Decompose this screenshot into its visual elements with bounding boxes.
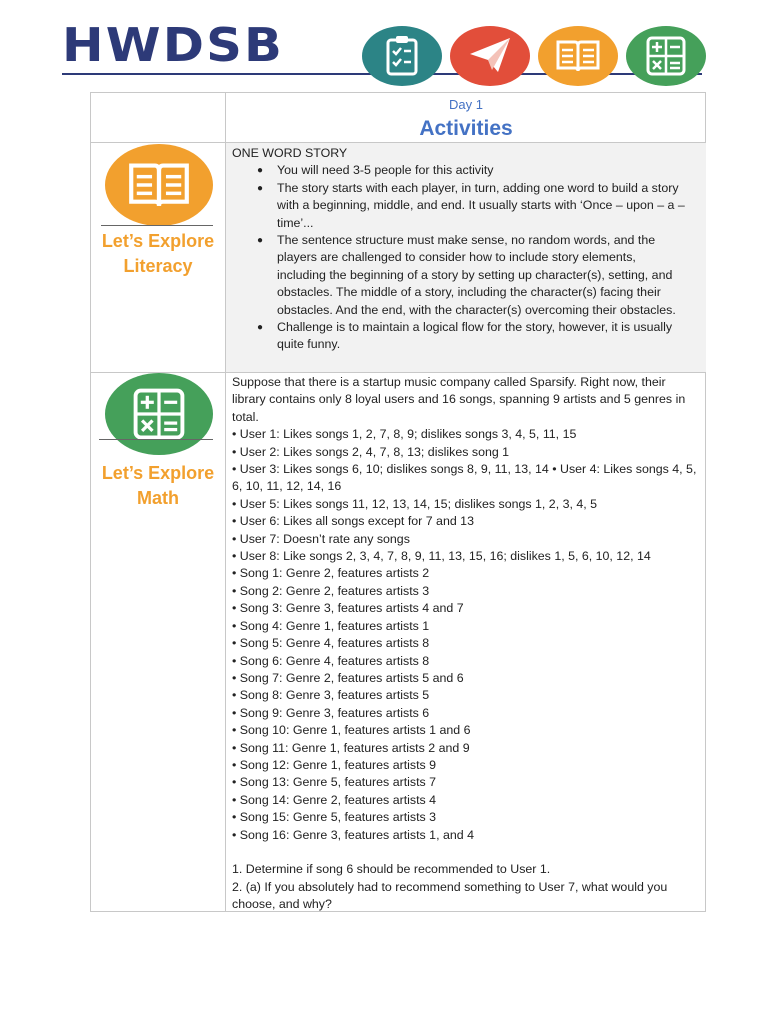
bullet-item [232, 180, 702, 232]
text-line: • User 3: Likes songs 6, 10; dislikes songs 8, 9, 11, 13, 14 • User 4: Likes songs 4, 5, [232, 462, 697, 477]
math-label [91, 461, 225, 511]
activity-bullet-list [232, 162, 702, 353]
day-label: Day 1 [449, 97, 483, 112]
text-line: • User 5: Likes songs 11, 12, 13, 14, 15; dislikes songs 1, 2, 3, 4, 5 [232, 496, 598, 511]
math-activity-text [232, 374, 702, 914]
icon-underline [101, 225, 213, 226]
text-line: • Song 13: Genre 5, features artists 7 [232, 775, 437, 790]
bullet-line: including the beginning of a story by setting up character(s), setting, and [277, 267, 673, 282]
bullet-line: time’... [277, 215, 314, 230]
math-symbols-icon [626, 26, 706, 86]
text-line: • Song 5: Genre 4, features artists 8 [232, 636, 430, 651]
text-line: • Song 14: Genre 2, features artists 4 [232, 792, 437, 807]
open-book-icon [105, 144, 213, 226]
text-line: • Song 3: Genre 3, features artists 4 and 7 [232, 601, 464, 616]
text-line: • Song 1: Genre 2, features artists 2 [232, 566, 430, 581]
column-divider [225, 93, 226, 911]
text-line: • Song 6: Genre 4, features artists 8 [232, 653, 430, 668]
bullet-line: with a beginning, middle, and end. It usually starts with ‘Once – upon – a – [277, 198, 685, 213]
text-line: • Song 15: Genre 5, features artists 3 [232, 810, 437, 825]
bullet-line: obstacles. The middle of a story, including the character(s) facing their [277, 285, 661, 300]
bullet-line: quite funny. [277, 337, 341, 352]
activity-table [90, 92, 706, 912]
bullet-item [232, 162, 702, 179]
clipboard-checklist-icon [362, 26, 442, 86]
math-label-line2: Math [137, 488, 179, 508]
bullet-dot-icon: ● [257, 235, 264, 247]
literacy-label-line2: Literacy [123, 256, 193, 276]
math-label-line1: Let’s Explore [101, 463, 215, 483]
text-line: • Song 9: Genre 3, features artists 6 [232, 705, 430, 720]
bullet-line: You will need 3-5 people for this activity [277, 163, 494, 178]
text-line: • Song 16: Genre 3, features artists 1, and 4 [232, 827, 474, 842]
icon-underline [99, 439, 213, 440]
math-symbols-icon [105, 373, 213, 455]
text-line: Suppose that there is a startup music company called Sparsify. Right now, their [232, 375, 666, 389]
literacy-label [91, 229, 225, 279]
page-header [0, 0, 770, 92]
literacy-label-line1: Let’s Explore [101, 231, 215, 251]
bullet-item [232, 319, 702, 354]
bullet-line: players are challenged to consider how to include story elements, [277, 250, 636, 265]
open-book-icon [538, 26, 618, 86]
activities-title: Activities [419, 117, 513, 140]
text-line: • Song 7: Genre 2, features artists 5 and 6 [232, 670, 464, 685]
text-line: choose, and why? [232, 897, 332, 912]
text-line: 1. Determine if song 6 should be recommended to User 1. [232, 862, 551, 877]
text-line: • User 6: Likes all songs except for 7 and 13 [232, 514, 474, 529]
row-divider [91, 372, 705, 373]
text-line: • Song 4: Genre 1, features artists 1 [232, 618, 430, 633]
bullet-line: obstacles. And the end, with the character(s) overcoming their obstacles. [277, 302, 676, 317]
bullet-line: Challenge is to maintain a logical flow for the story, however, it is usually [277, 320, 673, 335]
paper-plane-icon [450, 26, 530, 86]
text-line: total. [232, 409, 259, 424]
bullet-dot-icon: ● [257, 322, 264, 334]
text-line: • User 1: Likes songs 1, 2, 7, 8, 9; dislikes songs 3, 4, 5, 11, 15 [232, 427, 577, 442]
text-line: • Song 8: Genre 3, features artists 5 [232, 688, 430, 703]
literacy-activity-text [232, 145, 702, 354]
bullet-dot-icon: ● [257, 165, 264, 177]
text-line: • User 8: Like songs 2, 3, 4, 7, 8, 9, 11, 13, 15, 16; dislikes 1, 5, 6, 10, 12, 14 [232, 549, 651, 564]
text-line: • Song 10: Genre 1, features artists 1 and 6 [232, 723, 471, 738]
text-line: 6, 10, 11, 12, 14, 16 [232, 479, 342, 494]
bullet-item [232, 232, 702, 319]
bullet-dot-icon: ● [257, 182, 264, 194]
text-line: • User 2: Likes songs 2, 4, 7, 8, 13; dislikes song 1 [232, 444, 510, 459]
text-line: library contains only 8 loyal users and 16 songs, spanning 9 artists and 5 genres in [232, 392, 686, 407]
text-line: • Song 2: Genre 2, features artists 3 [232, 583, 430, 598]
text-line: 2. (a) If you absolutely had to recommend something to User 7, what would you [232, 879, 668, 894]
activity-heading: ONE WORD STORY [232, 146, 348, 160]
text-line: • User 7: Doesn’t rate any songs [232, 531, 410, 546]
text-line: • Song 12: Genre 1, features artists 9 [232, 757, 437, 772]
bullet-line: The sentence structure must make sense, no random words, and the [277, 233, 656, 248]
hwdsb-logo: HWDSB [62, 18, 285, 72]
text-line: • Song 11: Genre 1, features artists 2 and 9 [232, 740, 470, 755]
row-divider [91, 142, 705, 143]
blank-line [232, 844, 702, 861]
bullet-line: The story starts with each player, in turn, adding one word to build a story [277, 180, 679, 195]
